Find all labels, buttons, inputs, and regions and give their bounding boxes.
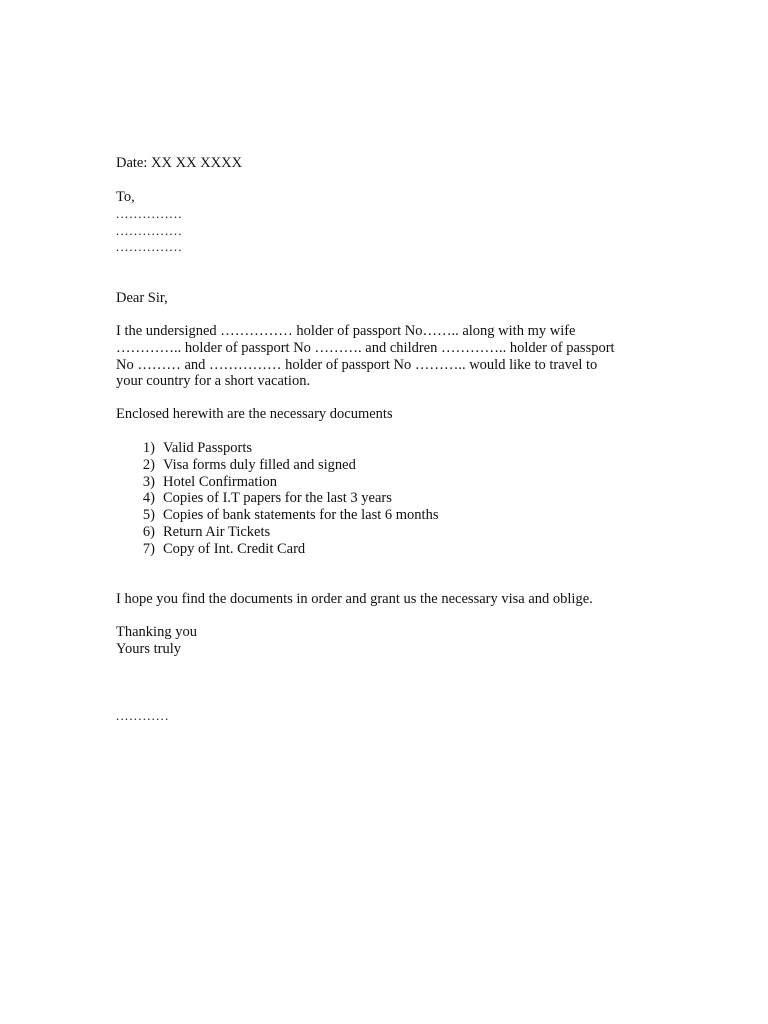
recipient-block [116,189,676,256]
salutation [116,290,676,307]
list-item [116,457,676,474]
list-item-number: 3) [142,473,155,490]
body-paragraph [116,323,676,390]
list-item-text: Hotel Confirmation [163,473,277,490]
list-item-number: 5) [142,507,155,524]
signature-placeholder: ............ [116,708,170,723]
closing-request [116,591,676,608]
list-item-text: Copies of bank statements for the last 6 months [163,507,439,524]
list-item-number: 1) [142,440,155,456]
list-item-text: Return Air Tickets [163,523,271,540]
to-label: To, [116,189,135,205]
list-item-text: Copy of Int. Credit Card [163,540,306,557]
body-line-2: ………….. holder of passport No ………. and children ………….. holder of passport [116,339,615,356]
enclosed-intro [116,406,676,423]
date-text: Date: XX XX XXXX [116,155,243,171]
sign-off-block [116,624,676,658]
address-line-3: ............... [116,239,183,255]
body-line-1: I the undersigned …………… holder of passport No…….. along with my wife [116,323,576,339]
list-item [116,440,676,457]
list-item-number: 6) [142,523,155,540]
signature-block [116,708,676,725]
salutation-text: Dear Sir, [116,290,168,306]
list-item [116,474,676,491]
list-item [116,507,676,524]
list-item-number: 4) [142,490,155,507]
list-item-text: Copies of I.T papers for the last 3 years [163,490,392,507]
address-line-1: ............... [116,205,183,221]
list-item [116,490,676,507]
closing-request-text: I hope you find the documents in order and grant us the necessary visa and oblige. [116,591,593,607]
documents-list [116,440,676,558]
address-line-2: ............... [116,222,183,238]
enclosed-intro-text: Enclosed herewith are the necessary documents [116,406,393,422]
list-item-number: 2) [142,456,155,473]
list-item [116,524,676,541]
body-line-4: your country for a short vacation. [116,373,311,390]
list-item [116,541,676,558]
thanks-text: Thanking you [116,624,197,640]
sign-off-text: Yours truly [116,640,182,657]
list-item-text: Valid Passports [163,440,253,456]
list-item-number: 7) [142,540,155,557]
body-line-3: No ……… and …………… holder of passport No ……….. would like to travel to [116,356,598,373]
list-item-text: Visa forms duly filled and signed [163,456,356,473]
date-line [116,155,676,172]
